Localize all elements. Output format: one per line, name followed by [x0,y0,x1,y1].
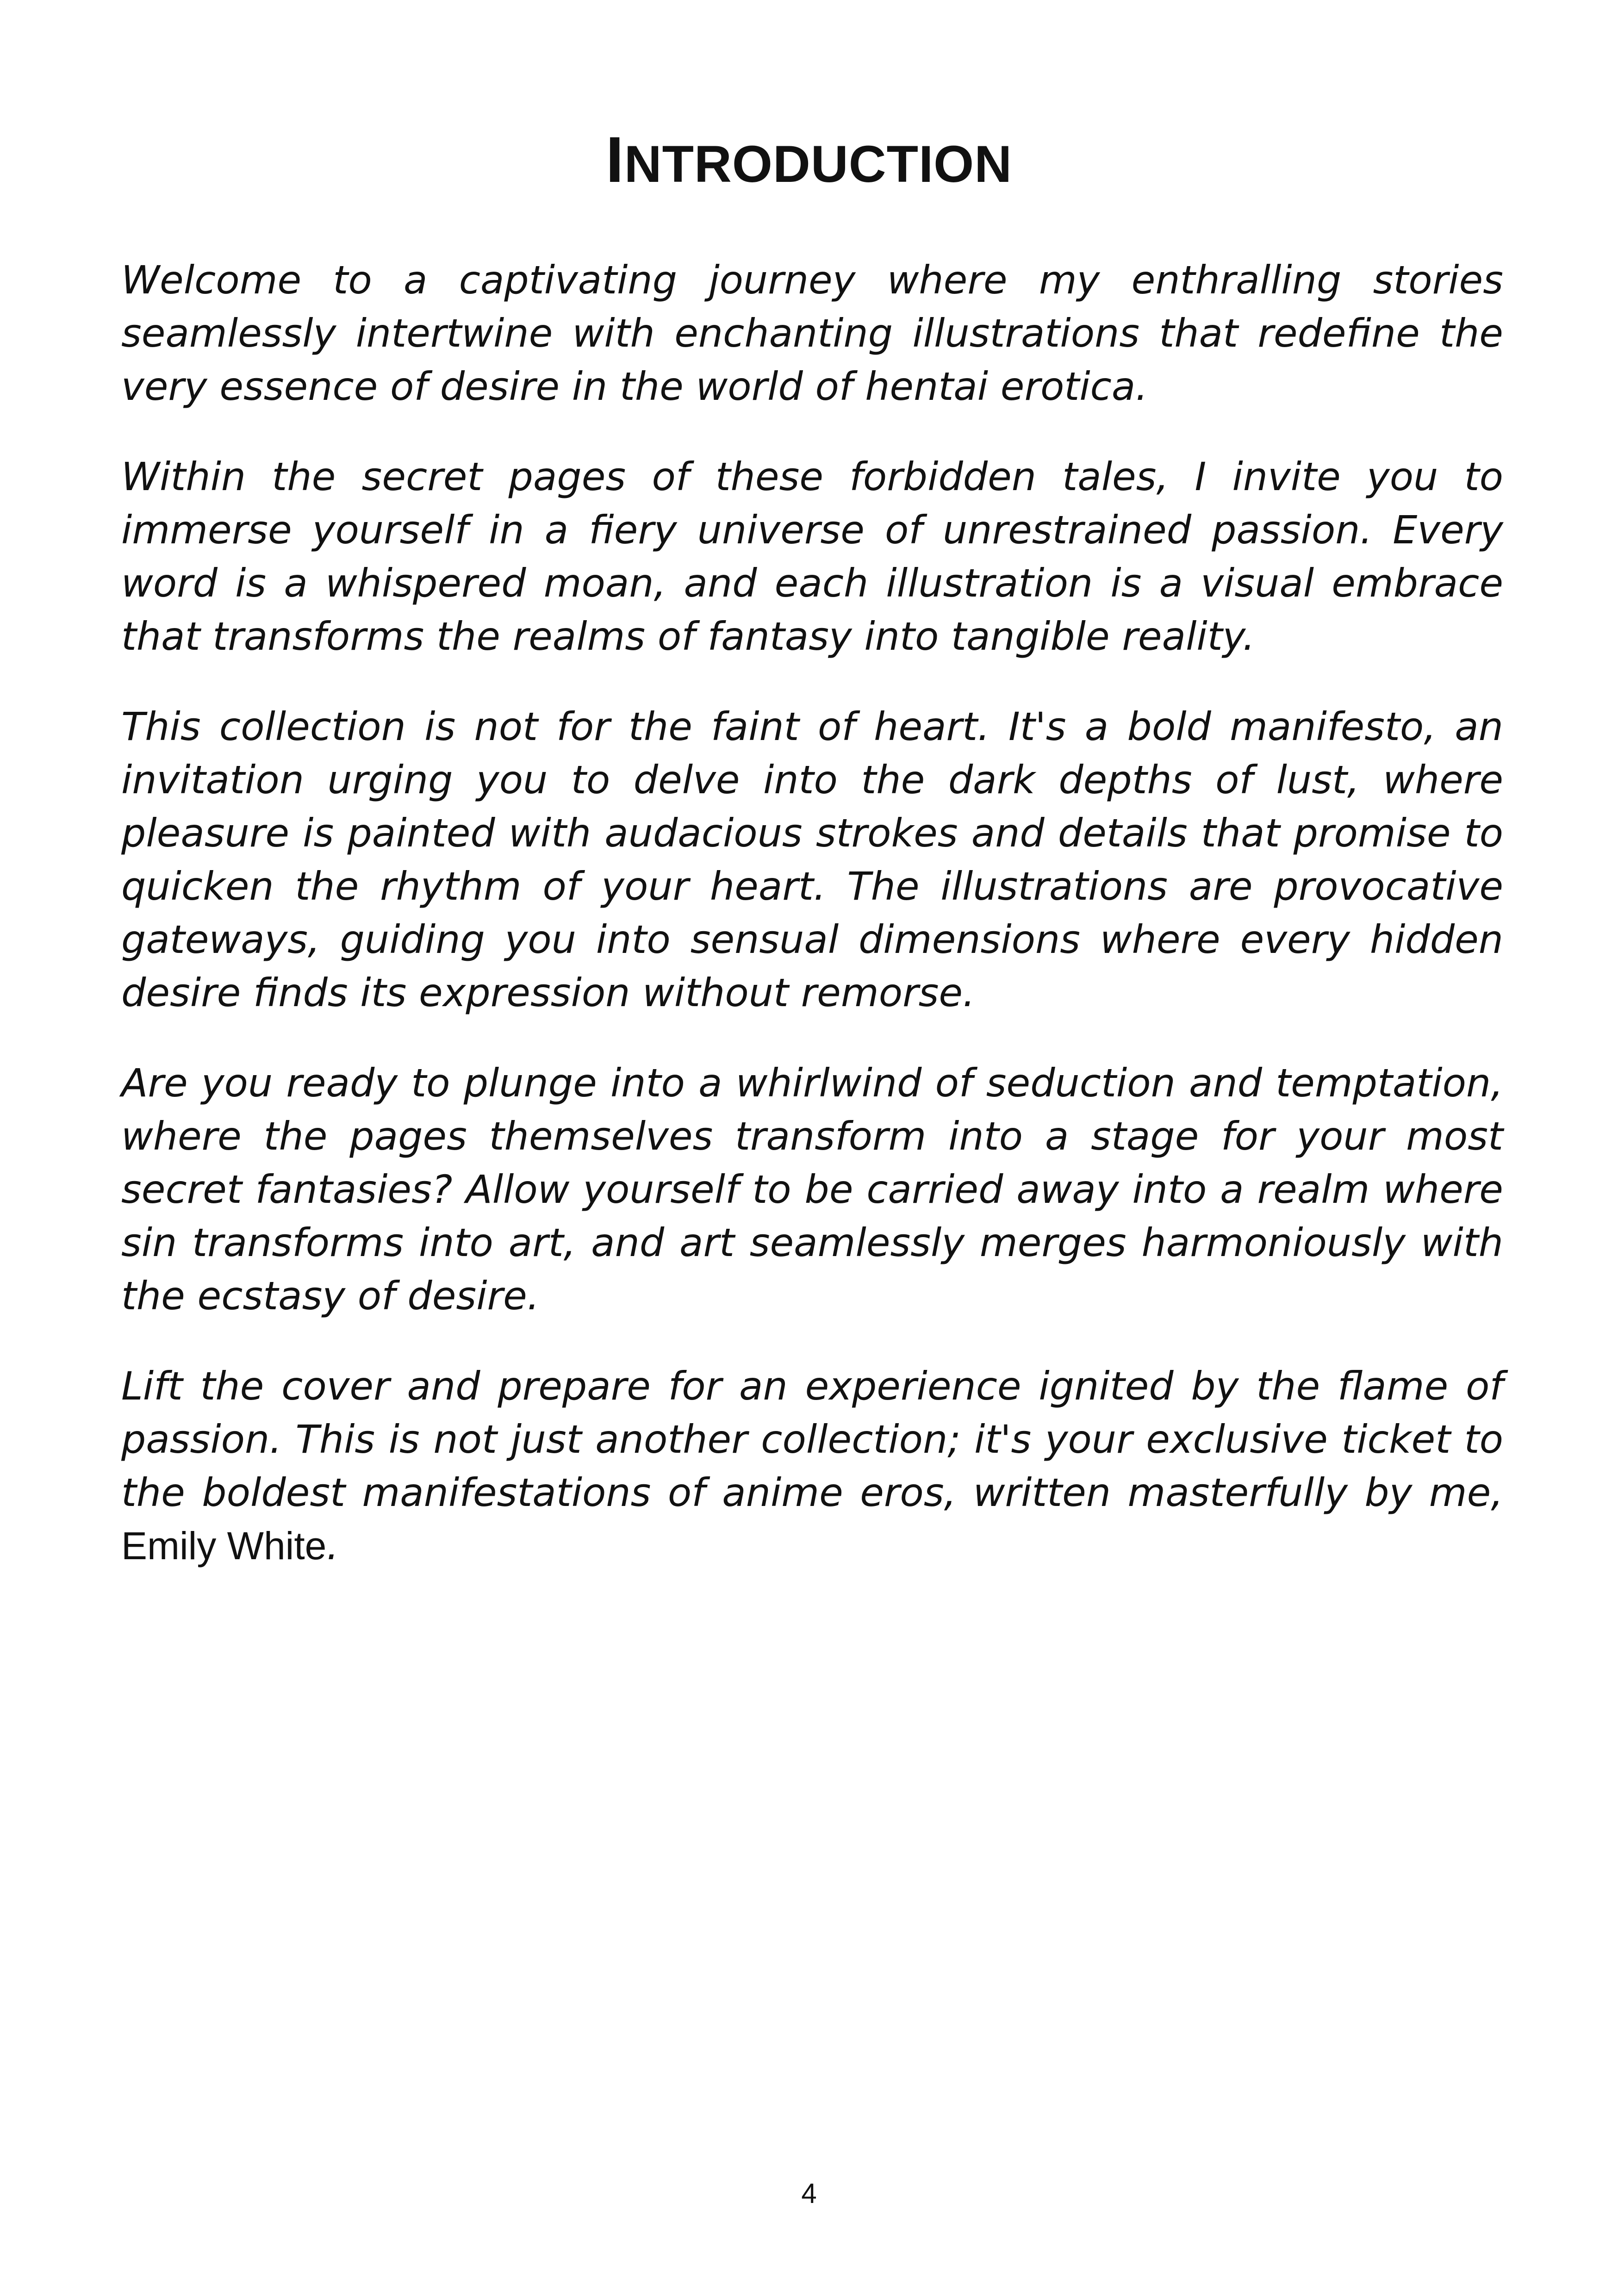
paragraph-5-end: . [326,1523,339,1568]
paragraph-3: This collection is not for the faint of heart. It's a bold manifesto, an invitation urging you to delve into the dark depths of lust, where pleasure is painted with audacious strokes and details that promise to quicken the rhythm of your heart. The illustrations are provocative gateways, guiding you into sensual dimensions where every hidden desire finds its expression without remorse. [121,704,1503,1015]
paragraph-5 [121,1360,1503,1573]
page-title-rest: NTRODUCTION [624,135,1013,193]
page-title [0,123,1618,197]
paragraph-2: Within the secret pages of these forbidden tales, I invite you to immerse yourself in a fiery universe of unrestrained passion. Every word is a whispered moan, and each illustration is a visual embrace that transforms the realms of fantasy into tangible reality. [121,454,1503,659]
paragraph-5-text: Lift the cover and prepare for an experience ignited by the flame of passion. This is not just another collection; it's your exclusive ticket to the boldest manifestations of anime eros, written masterfully by me, [121,1363,1503,1515]
page-number: 4 [801,2178,817,2209]
page-title-initial: I [605,123,624,196]
document-body [121,254,1503,1610]
paragraph-4: Are you ready to plunge into a whirlwind of seduction and temptation, where the pages themselves transform into a stage for your most secret fantasies? Allow yourself to be carried away into a realm where sin transforms into art, and art seamlessly merges harmoniously with the ecstasy of desire. [121,1060,1503,1319]
paragraph-1: Welcome to a captivating journey where my enthralling stories seamlessly intertwine with enchanting illustrations that redefine the very essence of desire in the world of hentai erotica. [121,257,1503,409]
author-name: Emily White [121,1524,327,1568]
